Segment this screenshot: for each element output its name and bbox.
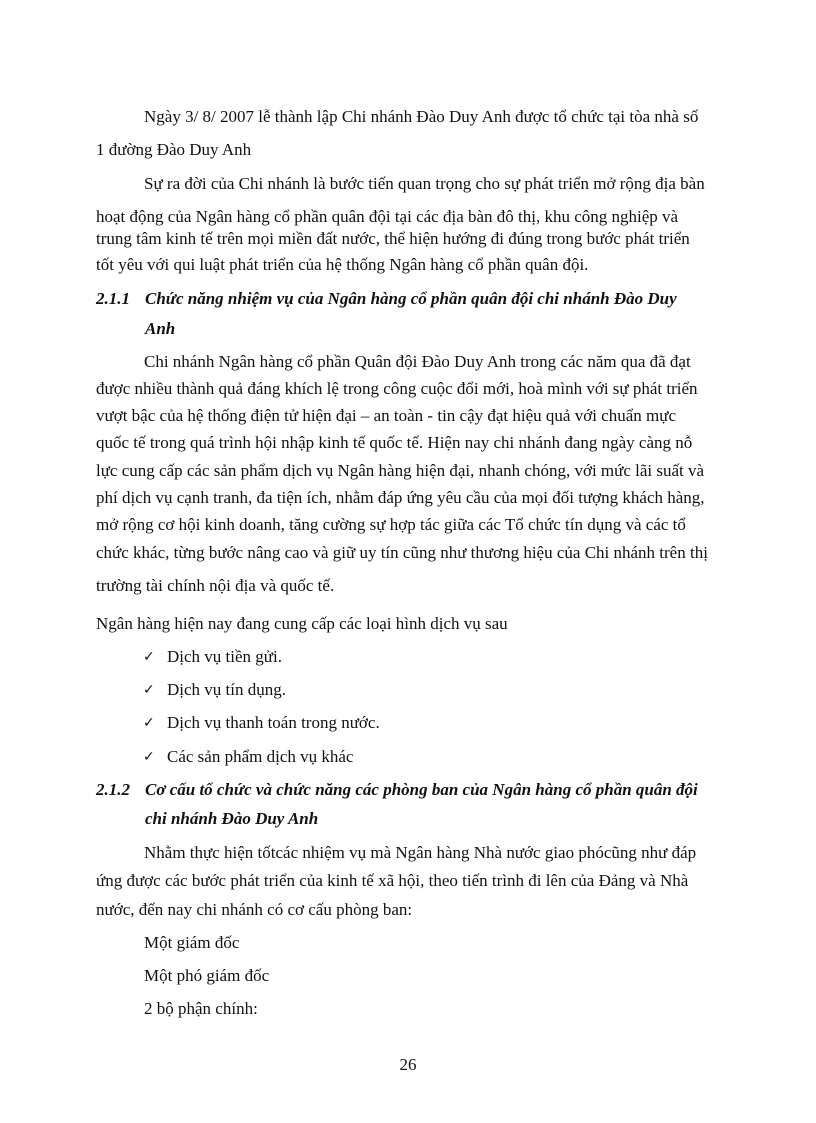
paragraph-3-line-4: quốc tế trong quá trình hội nhập kinh tế quốc tế. Hiện nay chi nhánh đang ngày càng nỗ (96, 433, 693, 452)
paragraph-3-line-3: vượt bậc của hệ thống điện tử hiện đại – an toàn - tin cậy đạt hiệu quả với chuẩn mực (96, 406, 677, 425)
paragraph-3-line-7: mở rộng cơ hội kinh doanh, tăng cường sự hợp tác giữa các Tổ chức tín dụng và các tổ (96, 515, 686, 534)
service-item-label: Dịch vụ tín dụng. (167, 680, 286, 699)
checkmark-icon: ✓ (143, 682, 155, 698)
paragraph-3-line-1: Chi nhánh Ngân hàng cổ phần Quân đội Đào Duy Anh trong các năm qua đã đạt (144, 352, 691, 371)
paragraph-3-line-5: lực cung cấp các sản phẩm dịch vụ Ngân hàng hiện đại, nhanh chóng, với mức lãi suất và (96, 461, 705, 480)
page-number: 26 (399, 1055, 417, 1074)
paragraph-4-line-3: nước, đến nay chi nhánh có cơ cấu phòng ban: (96, 900, 413, 919)
paragraph-4-line-1: Nhằm thực hiện tốtcác nhiệm vụ mà Ngân hàng Nhà nước giao phócũng như đáp (144, 843, 697, 862)
section-1-title-line-2: Anh (145, 319, 176, 338)
structure-item: Một giám đốc (144, 933, 240, 952)
paragraph-3-line-9: trường tài chính nội địa và quốc tế. (96, 576, 335, 595)
section-1-title-line-1: Chức năng nhiệm vụ của Ngân hàng cổ phần quân đội chi nhánh Đào Duy (145, 289, 677, 308)
paragraph-1-line-1: Ngày 3/ 8/ 2007 lễ thành lập Chi nhánh Đào Duy Anh được tổ chức tại tòa nhà số (144, 107, 699, 126)
structure-item: 2 bộ phận chính: (144, 999, 258, 1018)
paragraph-2-line-4: tốt yêu với qui luật phát triển của hệ thống Ngân hàng cổ phần quân đội. (96, 255, 589, 274)
service-item-label: Các sản phẩm dịch vụ khác (167, 747, 354, 766)
paragraph-3-line-2: được nhiều thành quả đáng khích lệ trong công cuộc đổi mới, hoà mình với sự phát triển (96, 379, 698, 398)
paragraph-2-line-2: hoạt động của Ngân hàng cổ phần quân đội tại các địa bàn đô thị, khu công nghiệp và (96, 207, 679, 226)
section-1-number: 2.1.1 (96, 289, 130, 308)
section-2-number: 2.1.2 (96, 780, 130, 799)
paragraph-2-line-3: trung tâm kinh tế trên mọi miền đất nước, thể hiện hướng đi đúng trong bước phát triển (96, 229, 690, 248)
checkmark-icon: ✓ (143, 649, 155, 665)
paragraph-3-line-6: phí dịch vụ cạnh tranh, đa tiện ích, nhằm đáp ứng yêu cầu của mọi đối tượng khách hàng, (96, 488, 705, 507)
structure-item: Một phó giám đốc (144, 966, 270, 985)
section-2-title-line-1: Cơ cấu tổ chức và chức năng các phòng ban của Ngân hàng cổ phần quân đội (145, 780, 698, 799)
paragraph-2-line-1: Sự ra đời của Chi nhánh là bước tiến quan trọng cho sự phát triển mở rộng địa bàn (144, 174, 705, 193)
paragraph-1-line-2: 1 đường Đào Duy Anh (96, 140, 252, 159)
paragraph-4-line-2: ứng được các bước phát triển của kinh tế xã hội, theo tiến trình đi lên của Đảng và Nhà (96, 871, 689, 890)
checkmark-icon: ✓ (143, 749, 155, 765)
service-item-label: Dịch vụ tiền gửi. (167, 647, 282, 666)
services-intro: Ngân hàng hiện nay đang cung cấp các loại hình dịch vụ sau (96, 614, 508, 633)
paragraph-3-line-8: chức khác, từng bước nâng cao và giữ uy tín cũng như thương hiệu của Chi nhánh trên thị (96, 543, 708, 562)
section-2-title-line-2: chi nhánh Đào Duy Anh (145, 809, 319, 828)
checkmark-icon: ✓ (143, 715, 155, 731)
service-item-label: Dịch vụ thanh toán trong nước. (167, 713, 380, 732)
